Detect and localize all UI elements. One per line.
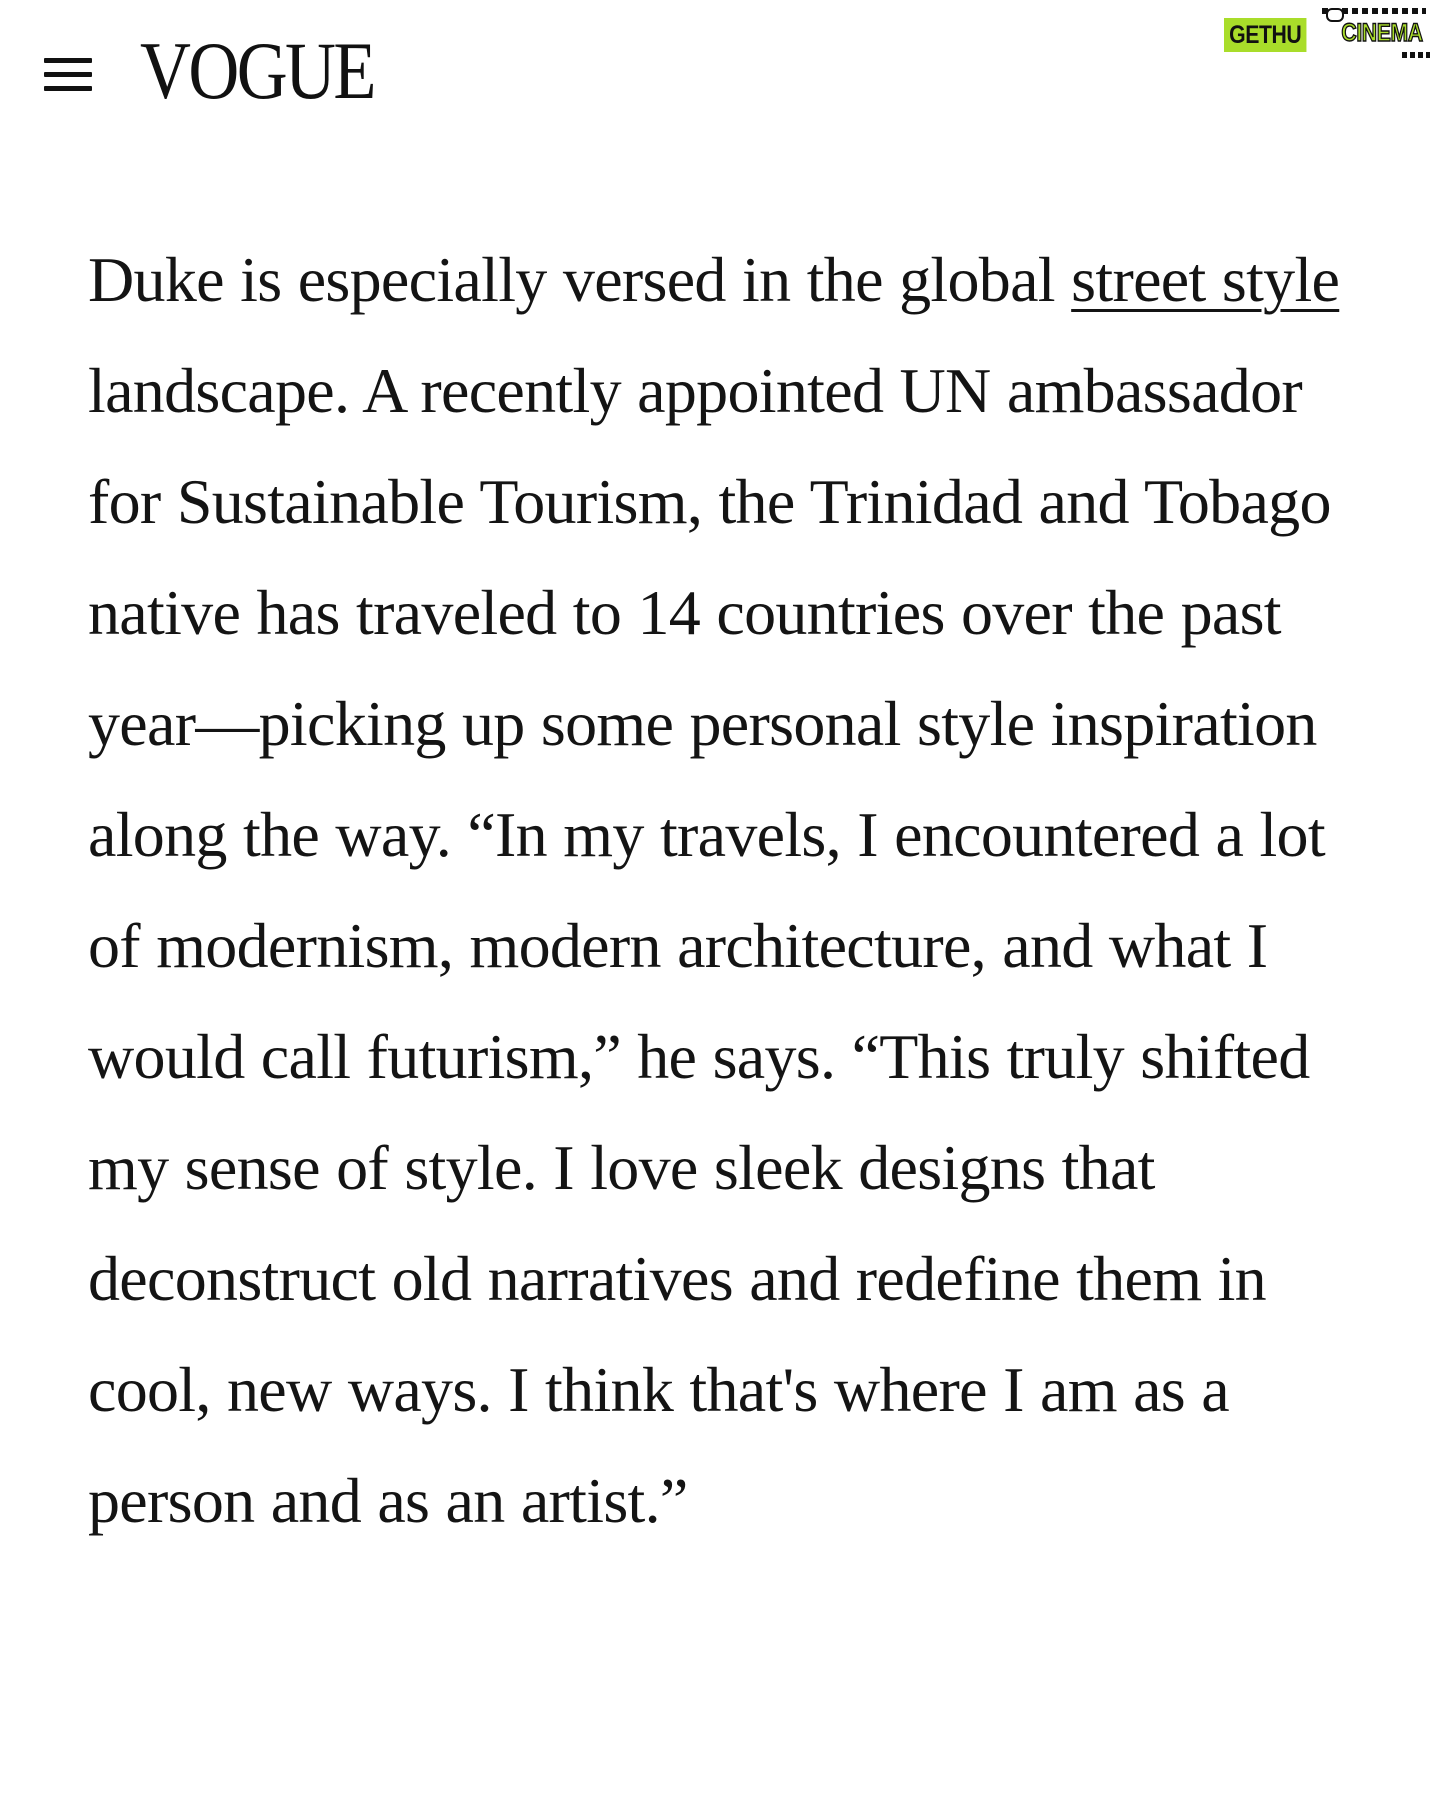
article-paragraph	[88, 224, 1358, 1556]
paragraph-intro-text: Duke is especially versed in the global	[88, 244, 1072, 315]
street-style-link[interactable]: street style	[1071, 244, 1340, 315]
article-body	[88, 224, 1358, 1556]
watermark-brand-part2: CINEMA	[1341, 19, 1423, 47]
gethu-cinema-watermark	[1222, 8, 1436, 58]
menu-bar-top	[44, 58, 92, 63]
watermark-brand-part1: GETHU	[1224, 18, 1306, 52]
top-navigation-bar	[0, 0, 1440, 150]
film-strip-icon	[1402, 52, 1430, 58]
hamburger-menu-icon[interactable]	[44, 58, 92, 92]
menu-bar-middle	[44, 72, 92, 77]
paragraph-body-text: landscape. A recently appointed UN ambassador for Sustainable Tourism, the Trinidad and Tobago native has traveled to 14 countries over the past year—picking up some personal style inspiration along the way. “In my travels, I encountered a lot of modernism, modern architecture, and what I would call futurism,” he says. “This truly shifted my sense of style. I love sleek designs that deconstruct old narratives and redefine them in cool, new ways. I think that's where I am as a person and as an artist.”	[88, 355, 1331, 1536]
vogue-logo[interactable]: VOGUE	[140, 25, 374, 116]
menu-bar-bottom	[44, 86, 92, 91]
